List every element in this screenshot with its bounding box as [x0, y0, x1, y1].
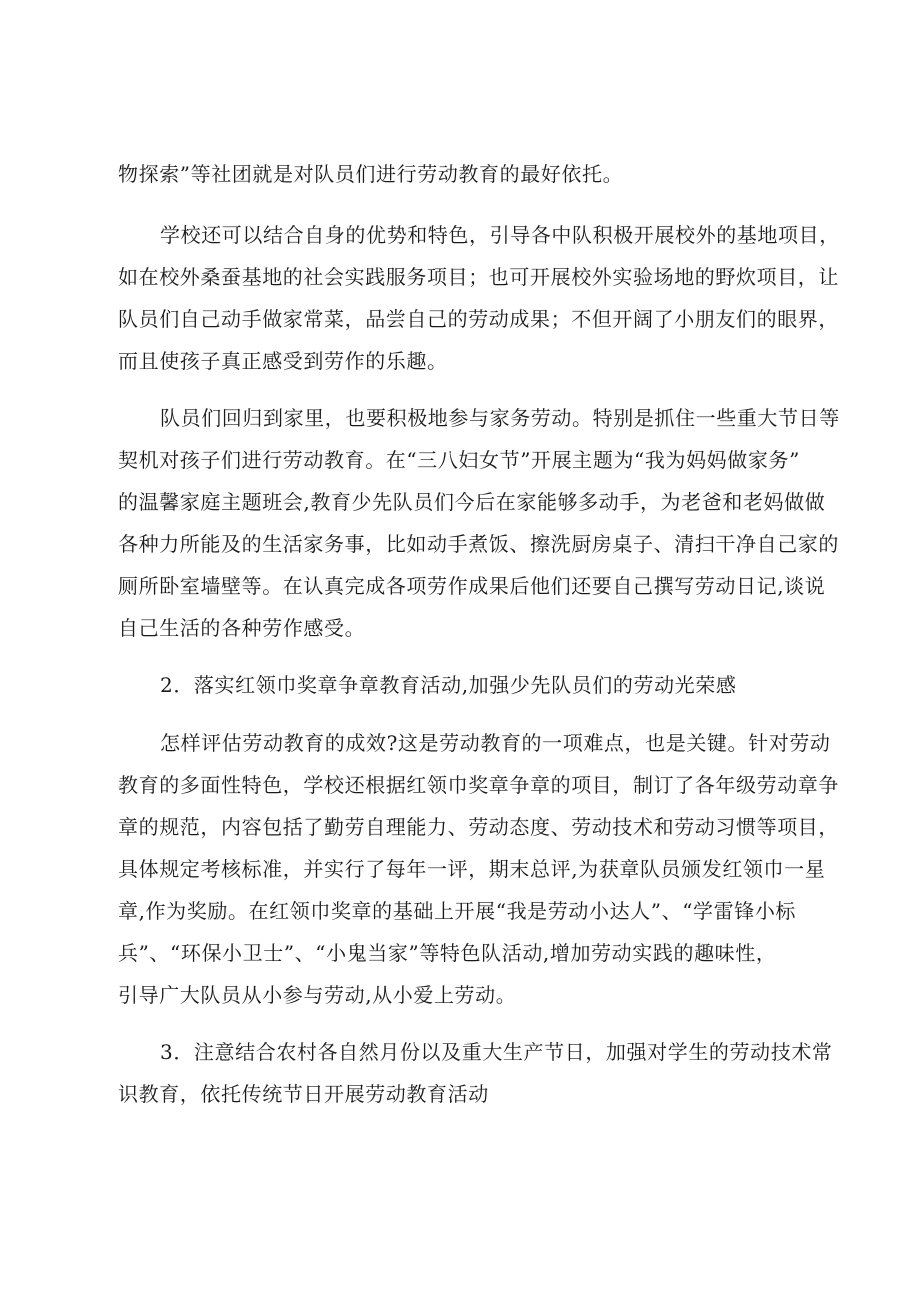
text-line: 厕所卧室墙壁等。在认真完成各项劳作成果后他们还要自己撰写劳动日记,谈说 — [118, 574, 826, 598]
text-line: 物探索”等社团就是对队员们进行劳动教育的最好依托。 — [118, 162, 624, 186]
text-line: 学校还可以结合自身的优势和特色，引导各中队积极开展校外的基地项目， — [160, 223, 840, 247]
text-line: 章的规范，内容包括了勤劳自理能力、劳动态度、劳动技术和劳动习惯等项目， — [118, 815, 839, 839]
section-heading: 3．注意结合农村各自然月份以及重大生产节日，加强对学生的劳动技术常 — [160, 1040, 833, 1064]
section-heading: 识教育，依托传统节日开展劳动教育活动 — [118, 1082, 489, 1106]
text-line: 队员们回归到家里，也要积极地参与家务劳动。特别是抓住一些重大节日等 — [160, 406, 840, 430]
text-line: 具体规定考核标准，并实行了每年一评，期末总评,为获章队员颁发红领巾一星 — [118, 857, 826, 881]
text-line: 队员们自己动手做家常菜，品尝自己的劳动成果；不但开阔了小朋友们的眼界， — [118, 307, 839, 331]
text-line: 教育的多面性特色，学校还根据红领巾奖章争章的项目，制订了各年级劳动章争 — [118, 773, 839, 797]
text-line: 的温馨家庭主题班会,教育少先队员们今后在家能够多动手，为老爸和老妈做做 — [118, 490, 826, 514]
text-line: 如在校外桑蚕基地的社会实践服务项目；也可开展校外实验场地的野炊项目，让 — [118, 265, 839, 289]
text-line: 各种力所能及的生活家务事，比如动手煮饭、擦洗厨房桌子、清扫干净自己家的 — [118, 532, 839, 556]
text-line: 自己生活的各种劳作感受。 — [118, 616, 366, 640]
text-line: 而且使孩子真正感受到劳作的乐趣。 — [118, 349, 448, 373]
text-line: 引导广大队员从小参与劳动,从小爱上劳动。 — [118, 983, 517, 1007]
section-heading: 2．落实红领巾奖章争章教育活动,加强少先队员们的劳动光荣感 — [160, 673, 737, 697]
text-line: 怎样评估劳动教育的成效?这是劳动教育的一项难点，也是关键。针对劳动 — [160, 731, 831, 755]
text-line: 兵”、“环保小卫士”、“小鬼当家”等特色队活动,增加劳动实践的趣味性， — [118, 941, 777, 965]
text-line: 契机对孩子们进行劳动教育。在“三八妇女节”开展主题为“我为妈妈做家务” — [118, 448, 800, 472]
text-line: 章,作为奖励。在红领巾奖章的基础上开展“我是劳动小达人”、“学雷锋小标 — [118, 899, 797, 923]
